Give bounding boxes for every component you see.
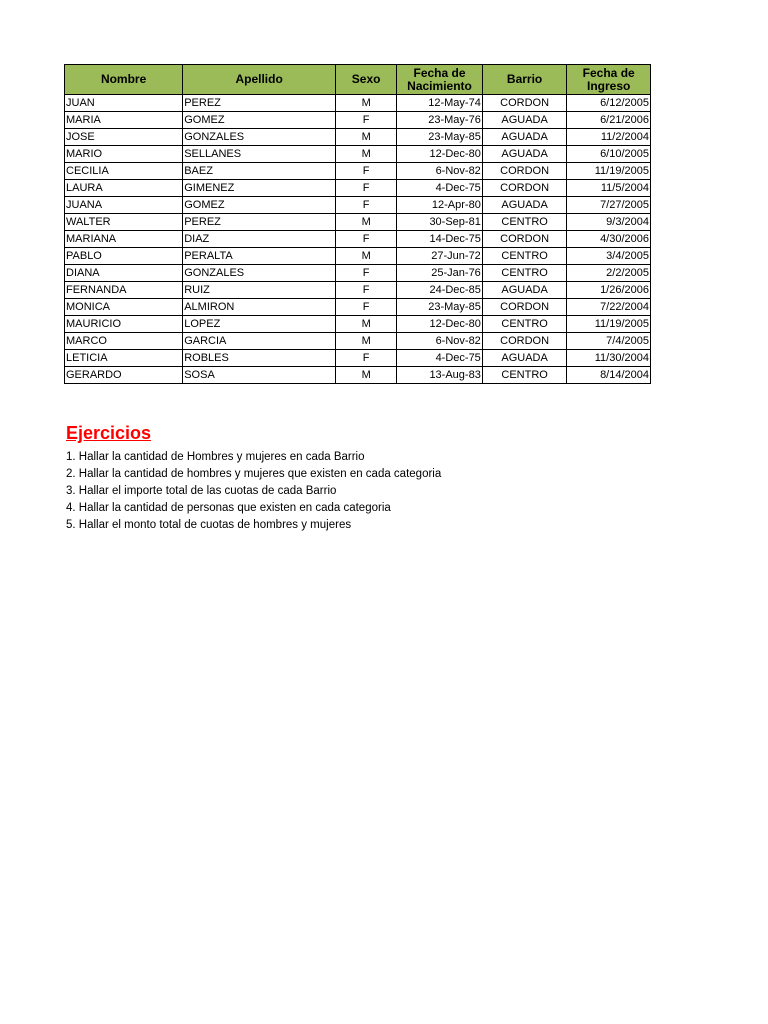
cell-fecha-ingreso: 11/30/2004 <box>567 350 651 367</box>
header-sexo: Sexo <box>336 65 397 95</box>
cell-barrio: AGUADA <box>482 129 567 146</box>
cell-sexo: F <box>336 282 397 299</box>
cell-sexo: F <box>336 299 397 316</box>
cell-apellido: GIMENEZ <box>183 180 336 197</box>
table-row <box>65 129 651 146</box>
cell-sexo: M <box>336 146 397 163</box>
cell-fecha-ingreso: 11/5/2004 <box>567 180 651 197</box>
cell-fecha-ingreso: 6/21/2006 <box>567 112 651 129</box>
cell-fecha-ingreso: 3/4/2005 <box>567 248 651 265</box>
table-row <box>65 112 651 129</box>
table-row <box>65 214 651 231</box>
cell-apellido: SELLANES <box>183 146 336 163</box>
cell-nombre: JOSE <box>65 129 183 146</box>
cell-apellido: SOSA <box>183 367 336 384</box>
header-barrio: Barrio <box>482 65 567 95</box>
cell-nombre: FERNANDA <box>65 282 183 299</box>
cell-sexo: F <box>336 350 397 367</box>
cell-apellido: LOPEZ <box>183 316 336 333</box>
exercise-item: 5. Hallar el monto total de cuotas de hombres y mujeres <box>66 519 352 531</box>
cell-nombre: LAURA <box>65 180 183 197</box>
exercise-item: 1. Hallar la cantidad de Hombres y mujeres en cada Barrio <box>66 451 365 463</box>
cell-barrio: CORDON <box>482 180 567 197</box>
header-apellido: Apellido <box>183 65 336 95</box>
cell-fecha-ingreso: 8/14/2004 <box>567 367 651 384</box>
cell-sexo: M <box>336 214 397 231</box>
exercise-item: 3. Hallar el importe total de las cuotas de cada Barrio <box>66 485 337 497</box>
exercises-section <box>66 422 746 534</box>
cell-apellido: DIAZ <box>183 231 336 248</box>
cell-sexo: M <box>336 95 397 112</box>
cell-sexo: M <box>336 129 397 146</box>
cell-apellido: PEREZ <box>183 214 336 231</box>
cell-barrio: AGUADA <box>482 112 567 129</box>
table-row <box>65 180 651 197</box>
cell-fecha-nacimiento: 12-May-74 <box>397 95 483 112</box>
cell-apellido: GOMEZ <box>183 112 336 129</box>
cell-nombre: DIANA <box>65 265 183 282</box>
cell-fecha-ingreso: 7/4/2005 <box>567 333 651 350</box>
table-row <box>65 248 651 265</box>
cell-barrio: AGUADA <box>482 197 567 214</box>
exercise-item: 2. Hallar la cantidad de hombres y mujeres que existen en cada categoria <box>66 468 442 480</box>
cell-apellido: GARCIA <box>183 333 336 350</box>
table-row <box>65 316 651 333</box>
cell-fecha-ingreso: 6/12/2005 <box>567 95 651 112</box>
cell-apellido: GONZALES <box>183 265 336 282</box>
cell-barrio: AGUADA <box>482 282 567 299</box>
cell-barrio: CENTRO <box>482 248 567 265</box>
cell-fecha-nacimiento: 6-Nov-82 <box>397 163 483 180</box>
cell-fecha-ingreso: 11/2/2004 <box>567 129 651 146</box>
header-fecha-nacimiento: Fecha de Nacimiento <box>397 65 483 95</box>
cell-sexo: F <box>336 265 397 282</box>
cell-fecha-nacimiento: 14-Dec-75 <box>397 231 483 248</box>
cell-fecha-ingreso: 9/3/2004 <box>567 214 651 231</box>
table-header-row <box>65 65 651 95</box>
cell-nombre: GERARDO <box>65 367 183 384</box>
cell-fecha-nacimiento: 30-Sep-81 <box>397 214 483 231</box>
exercise-item: 4. Hallar la cantidad de personas que existen en cada categoria <box>66 502 391 514</box>
cell-fecha-ingreso: 6/10/2005 <box>567 146 651 163</box>
cell-nombre: MAURICIO <box>65 316 183 333</box>
cell-fecha-nacimiento: 12-Apr-80 <box>397 197 483 214</box>
table-row <box>65 299 651 316</box>
cell-barrio: CORDON <box>482 231 567 248</box>
cell-nombre: JUAN <box>65 95 183 112</box>
cell-fecha-nacimiento: 4-Dec-75 <box>397 180 483 197</box>
table-body <box>65 95 651 384</box>
cell-apellido: RUIZ <box>183 282 336 299</box>
cell-apellido: GOMEZ <box>183 197 336 214</box>
cell-barrio: CENTRO <box>482 265 567 282</box>
table-row <box>65 367 651 384</box>
cell-nombre: MARCO <box>65 333 183 350</box>
cell-sexo: F <box>336 197 397 214</box>
cell-barrio: CENTRO <box>482 367 567 384</box>
table-row <box>65 333 651 350</box>
cell-nombre: JUANA <box>65 197 183 214</box>
cell-fecha-nacimiento: 23-May-85 <box>397 299 483 316</box>
cell-apellido: ALMIRON <box>183 299 336 316</box>
cell-fecha-ingreso: 4/30/2006 <box>567 231 651 248</box>
cell-nombre: LETICIA <box>65 350 183 367</box>
cell-fecha-nacimiento: 12-Dec-80 <box>397 146 483 163</box>
cell-nombre: MONICA <box>65 299 183 316</box>
cell-barrio: CENTRO <box>482 214 567 231</box>
cell-nombre: PABLO <box>65 248 183 265</box>
data-table <box>64 64 651 384</box>
cell-sexo: F <box>336 112 397 129</box>
cell-nombre: WALTER <box>65 214 183 231</box>
cell-sexo: M <box>336 248 397 265</box>
cell-barrio: AGUADA <box>482 146 567 163</box>
cell-sexo: M <box>336 316 397 333</box>
table-row <box>65 163 651 180</box>
cell-fecha-ingreso: 2/2/2005 <box>567 265 651 282</box>
cell-fecha-ingreso: 7/27/2005 <box>567 197 651 214</box>
cell-nombre: CECILIA <box>65 163 183 180</box>
cell-barrio: CORDON <box>482 333 567 350</box>
table-row <box>65 197 651 214</box>
table-row <box>65 265 651 282</box>
cell-apellido: PEREZ <box>183 95 336 112</box>
table-row <box>65 231 651 248</box>
header-fecha-ingreso: Fecha de Ingreso <box>567 65 651 95</box>
table-row <box>65 146 651 163</box>
cell-fecha-nacimiento: 12-Dec-80 <box>397 316 483 333</box>
cell-fecha-nacimiento: 4-Dec-75 <box>397 350 483 367</box>
cell-fecha-nacimiento: 6-Nov-82 <box>397 333 483 350</box>
cell-fecha-nacimiento: 13-Aug-83 <box>397 367 483 384</box>
cell-sexo: F <box>336 231 397 248</box>
cell-sexo: F <box>336 163 397 180</box>
exercises-title: Ejercicios <box>66 423 152 443</box>
cell-fecha-nacimiento: 24-Dec-85 <box>397 282 483 299</box>
cell-apellido: ROBLES <box>183 350 336 367</box>
cell-fecha-ingreso: 7/22/2004 <box>567 299 651 316</box>
cell-apellido: PERALTA <box>183 248 336 265</box>
cell-apellido: BAEZ <box>183 163 336 180</box>
cell-barrio: CENTRO <box>482 316 567 333</box>
cell-apellido: GONZALES <box>183 129 336 146</box>
cell-sexo: M <box>336 367 397 384</box>
cell-nombre: MARIO <box>65 146 183 163</box>
cell-fecha-nacimiento: 23-May-76 <box>397 112 483 129</box>
cell-barrio: CORDON <box>482 299 567 316</box>
cell-fecha-ingreso: 11/19/2005 <box>567 163 651 180</box>
cell-fecha-ingreso: 11/19/2005 <box>567 316 651 333</box>
table-row <box>65 282 651 299</box>
cell-fecha-nacimiento: 27-Jun-72 <box>397 248 483 265</box>
cell-barrio: AGUADA <box>482 350 567 367</box>
cell-barrio: CORDON <box>482 95 567 112</box>
cell-fecha-nacimiento: 25-Jan-76 <box>397 265 483 282</box>
cell-nombre: MARIANA <box>65 231 183 248</box>
cell-fecha-nacimiento: 23-May-85 <box>397 129 483 146</box>
cell-barrio: CORDON <box>482 163 567 180</box>
header-nombre: Nombre <box>65 65 183 95</box>
table-row <box>65 350 651 367</box>
table-row <box>65 95 651 112</box>
cell-nombre: MARIA <box>65 112 183 129</box>
cell-fecha-ingreso: 1/26/2006 <box>567 282 651 299</box>
cell-sexo: M <box>336 333 397 350</box>
cell-sexo: F <box>336 180 397 197</box>
exercise-list <box>66 449 746 534</box>
